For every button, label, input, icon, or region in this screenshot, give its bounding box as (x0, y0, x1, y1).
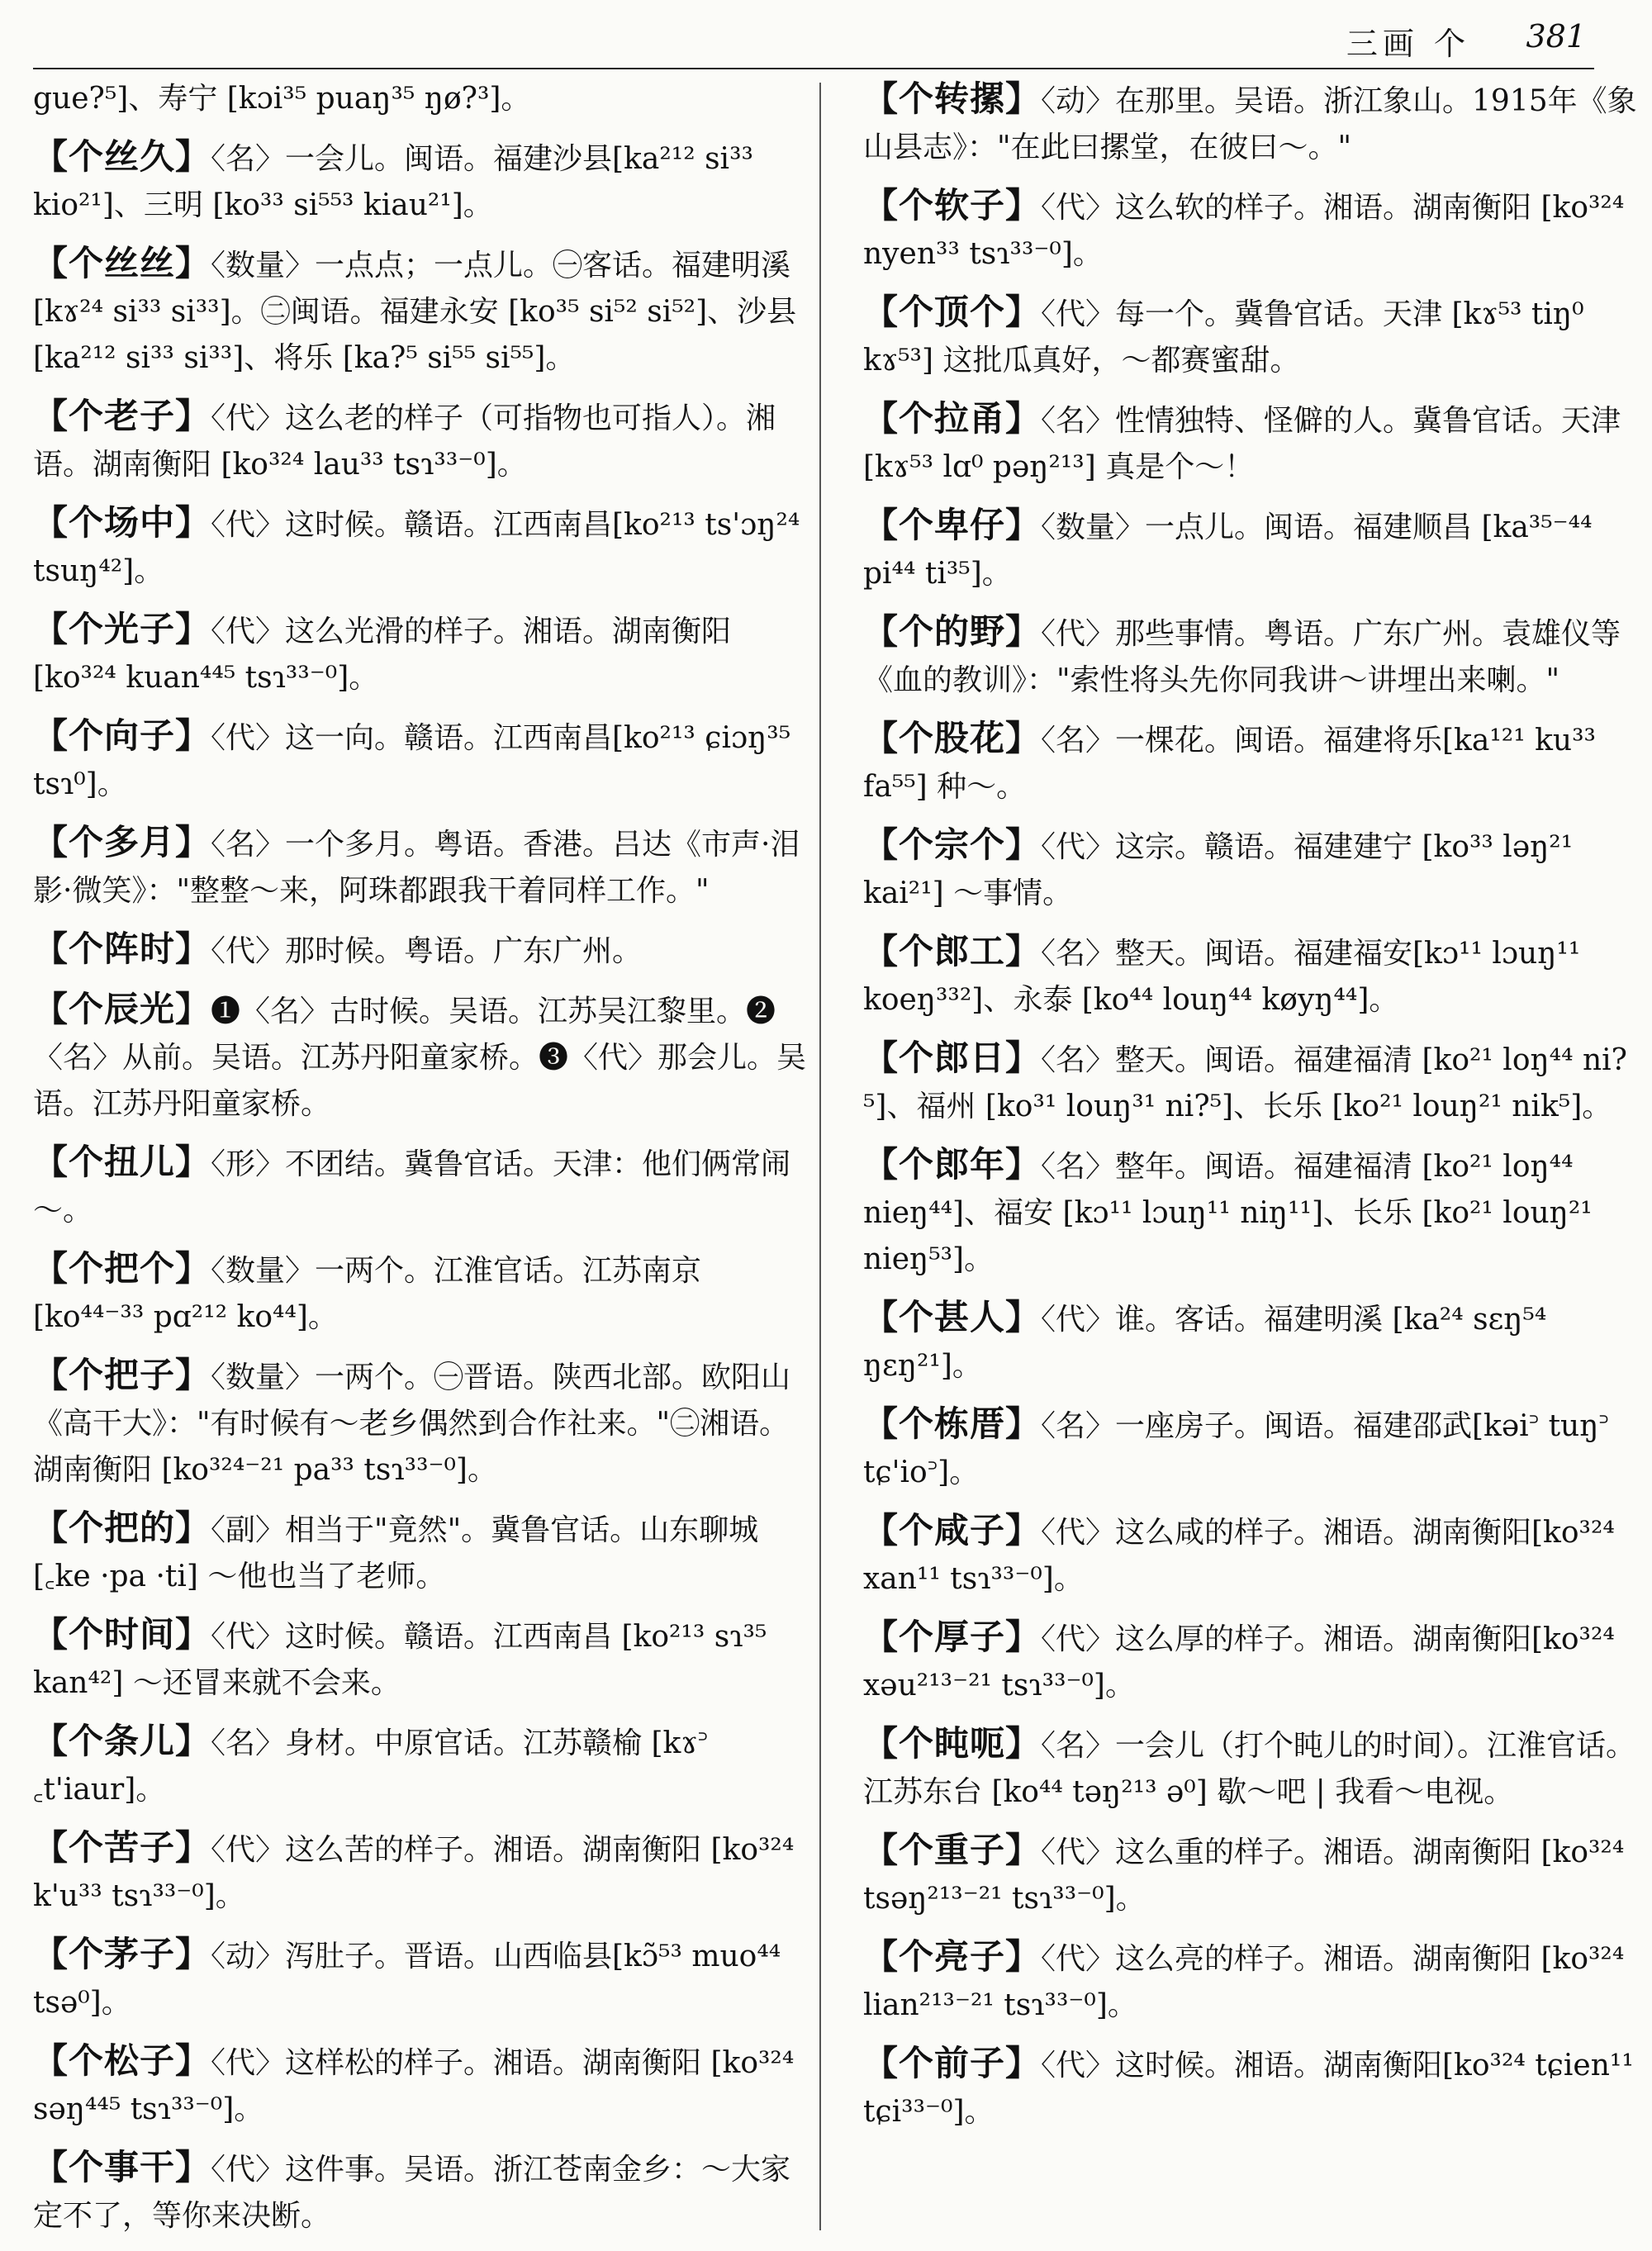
dictionary-entry (33, 134, 809, 229)
dictionary-entry (33, 1825, 809, 1920)
entry-definition: 〈副〉相当于"竟然"。冀鲁官话。山东聊城 [꜀ke ·pa ·ti] ～他也当了老师。 (33, 1513, 768, 1593)
entry-headword: 【个重子】 (863, 1830, 1042, 1870)
entry-definition: 〈动〉泻肚子。晋语。山西临县[kɔ̃⁵³ muo⁴⁴ tsə⁰]。 (33, 1940, 790, 2020)
entry-definition: 〈代〉这么咸的样子。湘语。湖南衡阳[ko³²⁴ xan¹¹ tsɿ³³⁻⁰]。 (863, 1516, 1625, 1596)
entry-definition: 〈形〉不团结。冀鲁官话。天津：他们俩常闹～。 (33, 1147, 791, 1228)
entry-headword: 【个丝久】 (33, 136, 211, 177)
entry-definition: 〈动〉在那里。吴语。浙江象山。1915年《象山县志》："在此曰摞堂，在彼曰～。" (863, 84, 1637, 164)
entry-headword: 【个郎日】 (863, 1038, 1042, 1078)
entry-definition: 〈名〉一座房子。闽语。福建邵武[kəi꜄ tuŋ꜄ tɕ'io꜄]。 (863, 1409, 1619, 1489)
entry-headword: 【个栋厝】 (863, 1403, 1042, 1444)
entry-definition: 〈代〉这么厚的样子。湘语。湖南衡阳[ko³²⁴ xəu²¹³⁻²¹ tsɿ³³⁻⁰]。 (863, 1622, 1625, 1702)
entry-definition: 〈数量〉一两个。㊀晋语。陕西北部。欧阳山《高干大》："有时候有～老乡偶然到合作社来。"㊁湘语。湖南衡阳 [ko³²⁴⁻²¹ pa³³ tsɿ³³⁻⁰]。 (33, 1361, 791, 1487)
entry-headword: 【个丝丝】 (33, 243, 211, 283)
entry-headword: 【个事干】 (33, 2147, 211, 2187)
entry-headword: 【个亮子】 (863, 1936, 1042, 1977)
section-title: 三画 个 (1346, 26, 1470, 62)
entry-headword: 【个松子】 (33, 2040, 211, 2081)
entry-definition: 〈代〉谁。客话。福建明溪 [ka²⁴ sɛŋ⁵⁴ ŋɛŋ²¹]。 (863, 1303, 1556, 1383)
entry-headword: 【个盹呃】 (863, 1723, 1042, 1764)
dictionary-entry-continuation: gue?⁵]、寿宁 [kɔi³⁵ puaŋ³⁵ ŋø?³]。 (33, 82, 531, 116)
entry-definition: 〈名〉性情独特、怪僻的人。冀鲁官话。天津 [kɤ⁵³ lɑ⁰ pəŋ²¹³] 真是个～！ (863, 404, 1631, 484)
dictionary-entry (863, 1721, 1640, 1816)
dictionary-entry (863, 1142, 1640, 1283)
dictionary-entry (33, 986, 809, 1128)
entry-definition: 〈名〉整年。闽语。福建福清 [ko²¹ loŋ⁴⁴ nieŋ⁴⁴]、福安 [kɔ¹¹ lɔuŋ¹¹ niŋ¹¹]、长乐 [ko²¹ louŋ²¹ nieŋ⁵³]。 (863, 1150, 1602, 1276)
entry-headword: 【个转摞】 (863, 78, 1042, 119)
entry-definition: ❶〈名〉古时候。吴语。江苏吴江黎里。❷〈名〉从前。吴语。江苏丹阳童家桥。❸〈代〉那会儿。吴语。江苏丹阳童家桥。 (33, 995, 807, 1121)
dictionary-entry (33, 1612, 809, 1707)
entry-headword: 【个郎年】 (863, 1144, 1042, 1185)
dictionary-entry (863, 1934, 1640, 2029)
entry-definition: 〈代〉这么亮的样子。湘语。湖南衡阳 [ko³²⁴ lian²¹³⁻²¹ tsɿ³³⁻⁰]。 (863, 1942, 1634, 2022)
dictionary-entry (33, 1718, 809, 1813)
entry-definition: 〈代〉这么老的样子（可指物也可指人）。湘语。湖南衡阳 [ko³²⁴ lau³³ tsɿ³³⁻⁰]。 (33, 401, 776, 482)
dictionary-entry (863, 396, 1640, 491)
entry-headword: 【个扭儿】 (33, 1142, 211, 1182)
dictionary-entry (33, 1139, 809, 1234)
entry-definition: 〈代〉每一个。冀鲁官话。天津 [kɤ⁵³ tiŋ⁰ kɤ⁵³] 这批瓜真好，～都赛蜜甜。 (863, 297, 1593, 378)
entry-headword: 【个把子】 (33, 1355, 211, 1395)
dictionary-entry (863, 76, 1640, 171)
entry-headword: 【个卑仔】 (863, 505, 1042, 545)
dictionary-entry (863, 2040, 1644, 2135)
dictionary-entry (33, 240, 809, 382)
dictionary-entry (33, 1352, 809, 1494)
entry-definition: 〈代〉那些事情。粤语。广东广州。袁雄仪等《血的教训》："索性将头先你同我讲～讲埋出来喇。" (863, 617, 1621, 697)
dictionary-entry (863, 183, 1640, 278)
entry-definition: 〈代〉这时候。赣语。江西南昌 [ko²¹³ sɿ³⁵ kan⁴²] ～还冒来就不会来。 (33, 1620, 776, 1700)
entry-headword: 【个条儿】 (33, 1721, 211, 1761)
entry-headword: 【个厚子】 (863, 1617, 1042, 1657)
entry-definition: 〈代〉这么苦的样子。湘语。湖南衡阳 [ko³²⁴ k'u³³ tsɿ³³⁻⁰]。 (33, 1833, 804, 1913)
left-column (33, 76, 809, 2251)
dictionary-entry (863, 1614, 1640, 1709)
entry-definition: 〈数量〉一点儿。闽语。福建顺昌 [ka³⁵⁻⁴⁴ pi⁴⁴ ti³⁵]。 (863, 511, 1602, 591)
dictionary-entry (33, 2144, 809, 2239)
entry-headword: 【个茅子】 (33, 1934, 211, 1974)
right-column (863, 76, 1644, 2147)
entry-headword: 【个把个】 (33, 1248, 211, 1289)
column-divider (819, 83, 821, 2230)
entry-headword: 【个前子】 (863, 2043, 1042, 2083)
entry-headword: 【个股花】 (863, 718, 1042, 758)
entry-definition: 〈代〉这时候。湘语。湖南衡阳[ko³²⁴ tɕien¹¹ tɕi³³⁻⁰]。 (863, 2049, 1644, 2129)
entry-definition: 〈代〉这么软的样子。湘语。湖南衡阳 [ko³²⁴ nyen³³ tsɿ³³⁻⁰]。 (863, 191, 1634, 271)
entry-definition: 〈名〉身材。中原官话。江苏赣榆 [kɤ꜄ ꜀t'iaur]。 (33, 1726, 718, 1807)
entry-headword: 【个多月】 (33, 822, 211, 862)
entry-definition: 〈代〉这一向。赣语。江西南昌[ko²¹³ ɕiɔŋ³⁵ tsɿ⁰]。 (33, 721, 800, 801)
entry-headword: 【个老子】 (33, 396, 211, 436)
dictionary-entry (863, 502, 1640, 597)
dictionary-entry (33, 1246, 809, 1341)
dictionary-entry (33, 2038, 809, 2133)
dictionary-entry (33, 1931, 809, 2026)
entry-definition: 〈代〉这件事。吴语。浙江苍南金乡：～大家定不了，等你来决断。 (33, 2153, 791, 2233)
entry-definition: 〈代〉这宗。赣语。福建建宁 [ko³³ ləŋ²¹ kai²¹] ～事情。 (863, 830, 1583, 910)
dictionary-entry (863, 928, 1640, 1023)
dictionary-entry (33, 500, 809, 595)
dictionary-entry (863, 1294, 1640, 1389)
dictionary-entry (863, 289, 1640, 384)
dictionary-entry (863, 822, 1640, 917)
entry-definition: 〈代〉那时候。粤语。广东广州。 (211, 934, 643, 968)
dictionary-entry (863, 1827, 1640, 1922)
dictionary-entry (33, 606, 809, 701)
dictionary-entry (33, 1505, 809, 1600)
entry-definition: 〈代〉这时候。赣语。江西南昌[ko²¹³ ts'ɔŋ²⁴ tsuŋ⁴²]。 (33, 508, 809, 588)
entry-definition: 〈代〉这么重的样子。湘语。湖南衡阳 [ko³²⁴ tsəŋ²¹³⁻²¹ tsɿ³³⁻⁰]。 (863, 1835, 1634, 1916)
entry-definition: 〈代〉这么光滑的样子。湘语。湖南衡阳 [ko³²⁴ kuan⁴⁴⁵ tsɿ³³⁻⁰]。 (33, 615, 741, 695)
entry-headword: 【个甚人】 (863, 1297, 1042, 1337)
dictionary-entry (863, 715, 1640, 810)
entry-headword: 【个时间】 (33, 1614, 211, 1655)
dictionary-entry (33, 926, 809, 975)
entry-headword: 【个向子】 (33, 715, 211, 756)
entry-headword: 【个郎工】 (863, 931, 1042, 971)
entry-definition: 〈名〉整天。闽语。福建福安[kɔ¹¹ lɔuŋ¹¹ koeŋ³³²]、永泰 [ko⁴⁴ louŋ⁴⁴ køyŋ⁴⁴]。 (863, 937, 1590, 1017)
dictionary-entry (33, 393, 809, 488)
entry-headword: 【个咸子】 (863, 1510, 1042, 1551)
entry-headword: 【个宗个】 (863, 824, 1042, 865)
dictionary-entry (863, 1508, 1640, 1603)
entry-definition: 〈数量〉一两个。江淮官话。江苏南京[ko⁴⁴⁻³³ pɑ²¹² ko⁴⁴]。 (33, 1254, 702, 1334)
dictionary-entry (863, 609, 1640, 704)
entry-definition: 〈代〉这样松的样子。湘语。湖南衡阳 [ko³²⁴ səŋ⁴⁴⁵ tsɿ³³⁻⁰]。 (33, 2046, 804, 2126)
entry-headword: 【个顶个】 (863, 292, 1042, 332)
entry-headword: 【个阵时】 (33, 928, 211, 969)
entry-definition: 〈名〉一会儿。闽语。福建沙县[ka²¹² si³³ kio²¹]、三明 [ko³³ si⁵⁵³ kiau²¹]。 (33, 142, 763, 222)
entry-definition: 〈数量〉一点点；一点儿。㊀客话。福建明溪 [kɤ²⁴ si³³ si³³]。㊁闽语。福建永安 [ko³⁵ si⁵² si⁵²]、沙县[ka²¹² si³³ si³³]、将乐 [ka?⁵ si⁵⁵ si⁵⁵]。 (33, 249, 800, 375)
entry-definition: 〈名〉整天。闽语。福建福清 [ko²¹ loŋ⁴⁴ ni?⁵]、福州 [ko³¹ louŋ³¹ ni?⁵]、长乐 [ko²¹ louŋ²¹ nik⁵]。 (863, 1043, 1627, 1123)
entry-headword: 【个的野】 (863, 611, 1042, 652)
entry-headword: 【个光子】 (33, 609, 211, 649)
page-number: 381 (1526, 18, 1586, 55)
entry-headword: 【个拉甬】 (863, 398, 1042, 439)
entry-definition: 〈名〉一个多月。粤语。香港。吕达《市声·泪影·微笑》："整整～来，阿珠都跟我干着同样工作。" (33, 828, 800, 908)
entry-definition: 〈名〉一棵花。闽语。福建将乐[ka¹²¹ ku³³ fa⁵⁵] 种～。 (863, 724, 1606, 804)
entry-headword: 【个苦子】 (33, 1827, 211, 1868)
entry-headword: 【个场中】 (33, 502, 211, 543)
entry-headword: 【个辰光】 (33, 989, 211, 1029)
entry-headword: 【个软子】 (863, 185, 1042, 226)
entry-definition: 〈名〉一会儿（打个盹儿的时间）。江淮官话。江苏东台 [ko⁴⁴ təŋ²¹³ ə⁰] 歇～吧 | 我看～电视。 (863, 1729, 1636, 1809)
dictionary-entry (863, 1401, 1640, 1496)
dictionary-entry (33, 713, 809, 808)
dictionary-entry (863, 1035, 1640, 1130)
dictionary-entry (33, 819, 809, 914)
page-header (33, 0, 1594, 69)
entry-headword: 【个把的】 (33, 1508, 211, 1548)
